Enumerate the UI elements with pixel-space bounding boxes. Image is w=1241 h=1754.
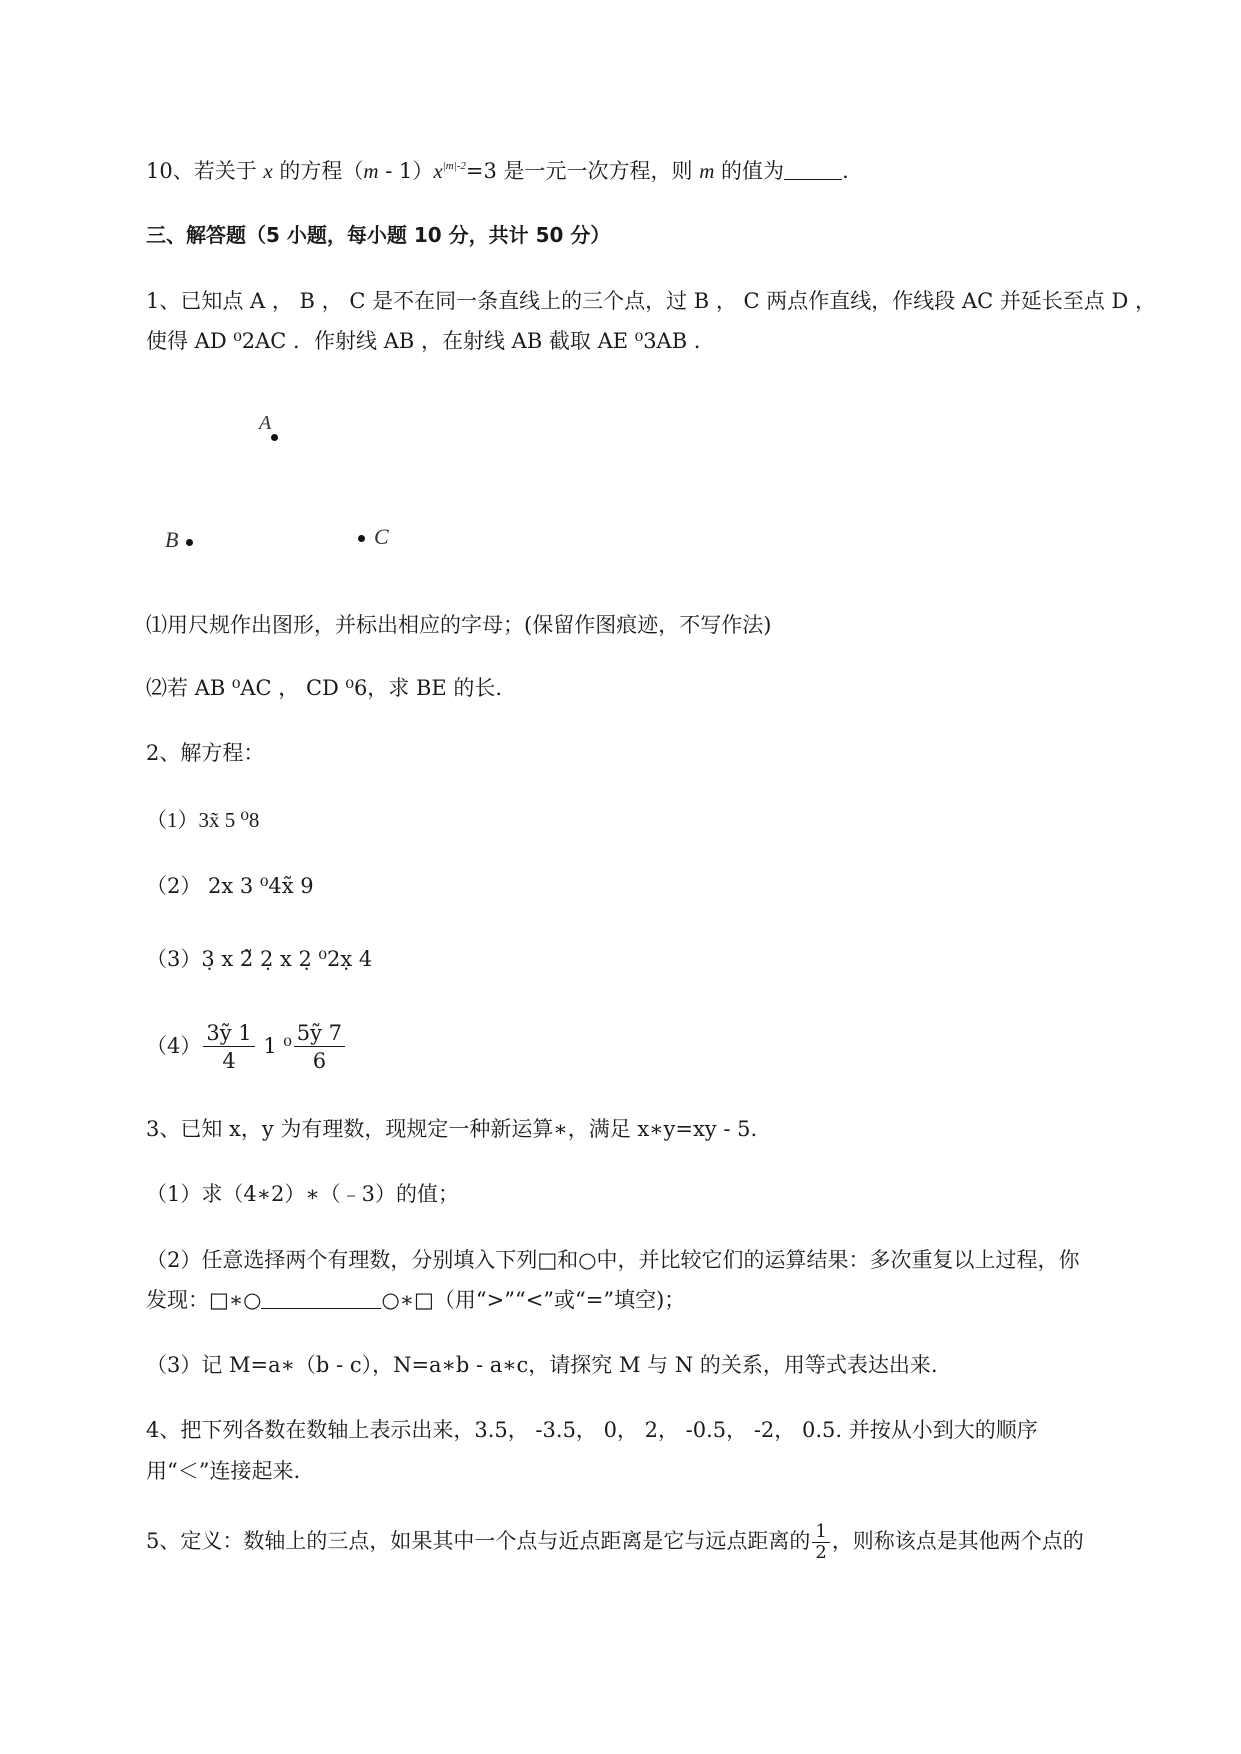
question-10: 10、若关于 x 的方程$(m - 1)x^{|m|-2}=3$ 是一元一次方程，则 m 的值为 . [146, 159, 849, 183]
problem-1-sub-1: ⑴用尺规作出图形，并标出相应的字母；(保留作图痕迹，不写作法) [146, 613, 772, 637]
problem-1-sub-2: ⑵若 AB ⁰AC ， CD ⁰6，求 BE 的长. [146, 676, 503, 700]
answer-blank [784, 161, 842, 180]
equation-2: （2） 2x 3 ⁰4x̃ 9 [146, 874, 314, 898]
point-b-label: B [165, 527, 179, 552]
problem-5-line-1: 5、定义：数轴上的三点，如果其中一个点与近点距离是它与远点距离的 $\frac{1}{2}$ ，则称该点是其他两个点的 [146, 1521, 1084, 1563]
exponent: |m|-2 [442, 160, 466, 172]
fraction-right: $\frac{\text{5ỹ 7}}{6}$ [294, 1020, 345, 1075]
equation-1: （1）3x̃ 5 ⁰8 [146, 808, 260, 832]
point-c-dot [358, 535, 365, 542]
problem-3-sub-1: （1）求（4∗2）∗（﹣3）的值； [146, 1182, 459, 1206]
answer-blank [261, 1290, 381, 1309]
problem-4-line-1: 4、把下列各数在数轴上表示出来，3.5， -3.5， 0， 2， -0.5， -2， 0.5. 并按从小到大的顺序 [146, 1418, 1038, 1442]
problem-1-line-2: 使得 AD ⁰2AC ．作射线 AB ，在射线 AB 截取 AE ⁰3AB ． [146, 329, 715, 353]
point-b-dot [186, 539, 193, 546]
problem-3-sub-3: （3）记 M=a∗（b - c），N=a∗b - a∗c，请探究 M 与 N 的关系，用等式表达出来. [146, 1353, 938, 1377]
equation-4: （4） $\frac{\text{3ỹ 1}}{4}$ 1 ⁰ $\frac{\text{5ỹ 7}}{6}$ [146, 1020, 347, 1075]
fraction-left: $\frac{\text{3ỹ 1}}{4}$ [203, 1020, 254, 1075]
problem-3-sub-2-line-2: 发现：□∗○ ○∗□（用“>”“<”或“=”填空)； [146, 1288, 686, 1312]
point-c-label: C [374, 524, 389, 549]
problem-1-line-1: 1、已知点 A ， B ， C 是不在同一条直线上的三个点，过 B ， C 两点作直线，作线段 AC 并延长至点 D ， [146, 289, 1157, 313]
point-a-label: A [259, 412, 272, 434]
point-a-dot [271, 434, 278, 441]
problem-3-sub-2-line-1: （2）任意选择两个有理数，分别填入下列□和○中，并比较它们的运算结果：多次重复以上过程，你 [146, 1248, 1080, 1272]
problem-4-line-2: 用“＜”连接起来. [146, 1459, 301, 1483]
equation-3: （3）3̣ x 2̃ 2̣ x 2̣ ⁰2x̣ 4 [146, 947, 373, 971]
problem-2-title: 2、解方程： [146, 741, 265, 765]
problem-3-title: 3、已知 x，y 为有理数，现规定一种新运算∗，满足 x∗y=xy - 5. [146, 1117, 758, 1141]
section-heading: 三、解答题（5 小题，每小题 10 分，共计 50 分） [146, 223, 611, 247]
fraction-half: $\frac{1}{2}$ [812, 1522, 829, 1563]
